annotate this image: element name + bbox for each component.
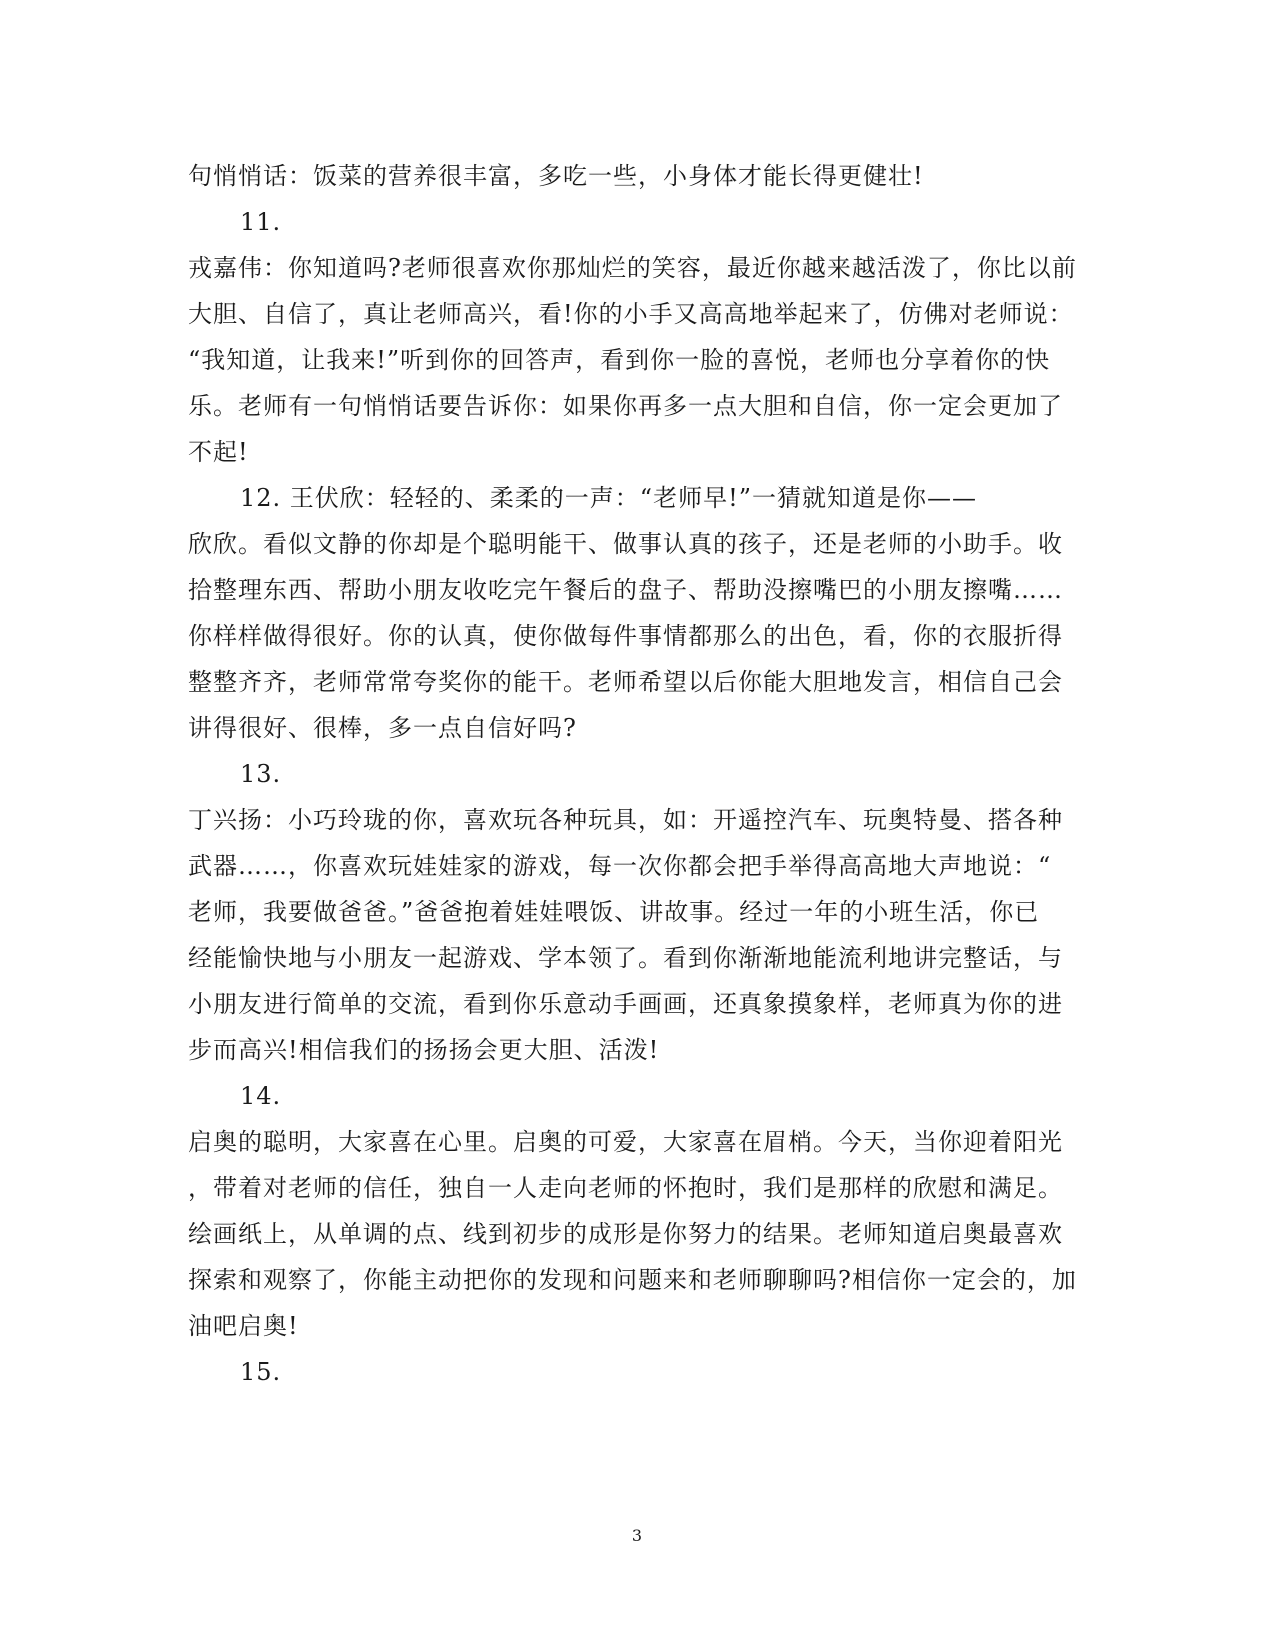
text-line: ，带着对老师的信任，独自一人走向老师的怀抱时，我们是那样的欣慰和满足。 — [188, 1174, 1063, 1202]
text-line: 欣欣。看似文静的你却是个聪明能干、做事认真的孩子，还是老师的小助手。收 — [188, 530, 1063, 558]
text-line: 油吧启奥! — [188, 1312, 299, 1340]
text-line: 大胆、自信了，真让老师高兴，看!你的小手又高高地举起来了，仿佛对老师说： — [188, 300, 1074, 328]
text-line: 你样样做得很好。你的认真，使你做每件事情都那么的出色，看，你的衣服折得 — [188, 622, 1063, 650]
item-number-13: 13. — [240, 760, 282, 788]
text-line: 步而高兴!相信我们的扬扬会更大胆、活泼! — [188, 1036, 660, 1064]
text-line: 句悄悄话：饭菜的营养很丰富，多吃一些，小身体才能长得更健壮! — [188, 162, 924, 190]
item-12-heading: 12. 王伏欣：轻轻的、柔柔的一声：“老师早!”一猜就知道是你—— — [240, 484, 977, 512]
page-number: 3 — [631, 1526, 643, 1545]
text-line: 戎嘉伟：你知道吗?老师很喜欢你那灿烂的笑容，最近你越来越活泼了，你比以前 — [188, 254, 1077, 282]
text-line: 整整齐齐，老师常常夸奖你的能干。老师希望以后你能大胆地发言，相信自己会 — [188, 668, 1063, 696]
item-number-11: 11. — [240, 208, 282, 236]
text-line: 丁兴扬：小巧玲珑的你，喜欢玩各种玩具，如：开遥控汽车、玩奥特曼、搭各种 — [188, 806, 1063, 834]
item-number-14: 14. — [240, 1082, 282, 1110]
text-line: “我知道，让我来!”听到你的回答声，看到你一脸的喜悦，老师也分享着你的快 — [188, 346, 1051, 374]
text-line: 拾整理东西、帮助小朋友收吃完午餐后的盘子、帮助没擦嘴巴的小朋友擦嘴…… — [188, 576, 1063, 604]
text-line: 老师，我要做爸爸。”爸爸抱着娃娃喂饭、讲故事。经过一年的小班生活，你已 — [188, 898, 1040, 926]
text-line: 乐。老师有一句悄悄话要告诉你：如果你再多一点大胆和自信，你一定会更加了 — [188, 392, 1063, 420]
text-line: 绘画纸上，从单调的点、线到初步的成形是你努力的结果。老师知道启奥最喜欢 — [188, 1220, 1063, 1248]
text-line: 探索和观察了，你能主动把你的发现和问题来和老师聊聊吗?相信你一定会的，加 — [188, 1266, 1077, 1294]
text-line: 小朋友进行简单的交流，看到你乐意动手画画，还真象摸象样，老师真为你的进 — [188, 990, 1063, 1018]
text-line: 武器……，你喜欢玩娃娃家的游戏，每一次你都会把手举得高高地大声地说：“ — [188, 852, 1052, 880]
text-line: 讲得很好、很棒，多一点自信好吗? — [188, 714, 577, 742]
text-line: 经能愉快地与小朋友一起游戏、学本领了。看到你渐渐地能流利地讲完整话，与 — [188, 944, 1063, 972]
text-line: 不起! — [188, 438, 249, 466]
text-line: 启奥的聪明，大家喜在心里。启奥的可爱，大家喜在眉梢。今天，当你迎着阳光 — [188, 1128, 1063, 1156]
item-number-15: 15. — [240, 1358, 282, 1386]
